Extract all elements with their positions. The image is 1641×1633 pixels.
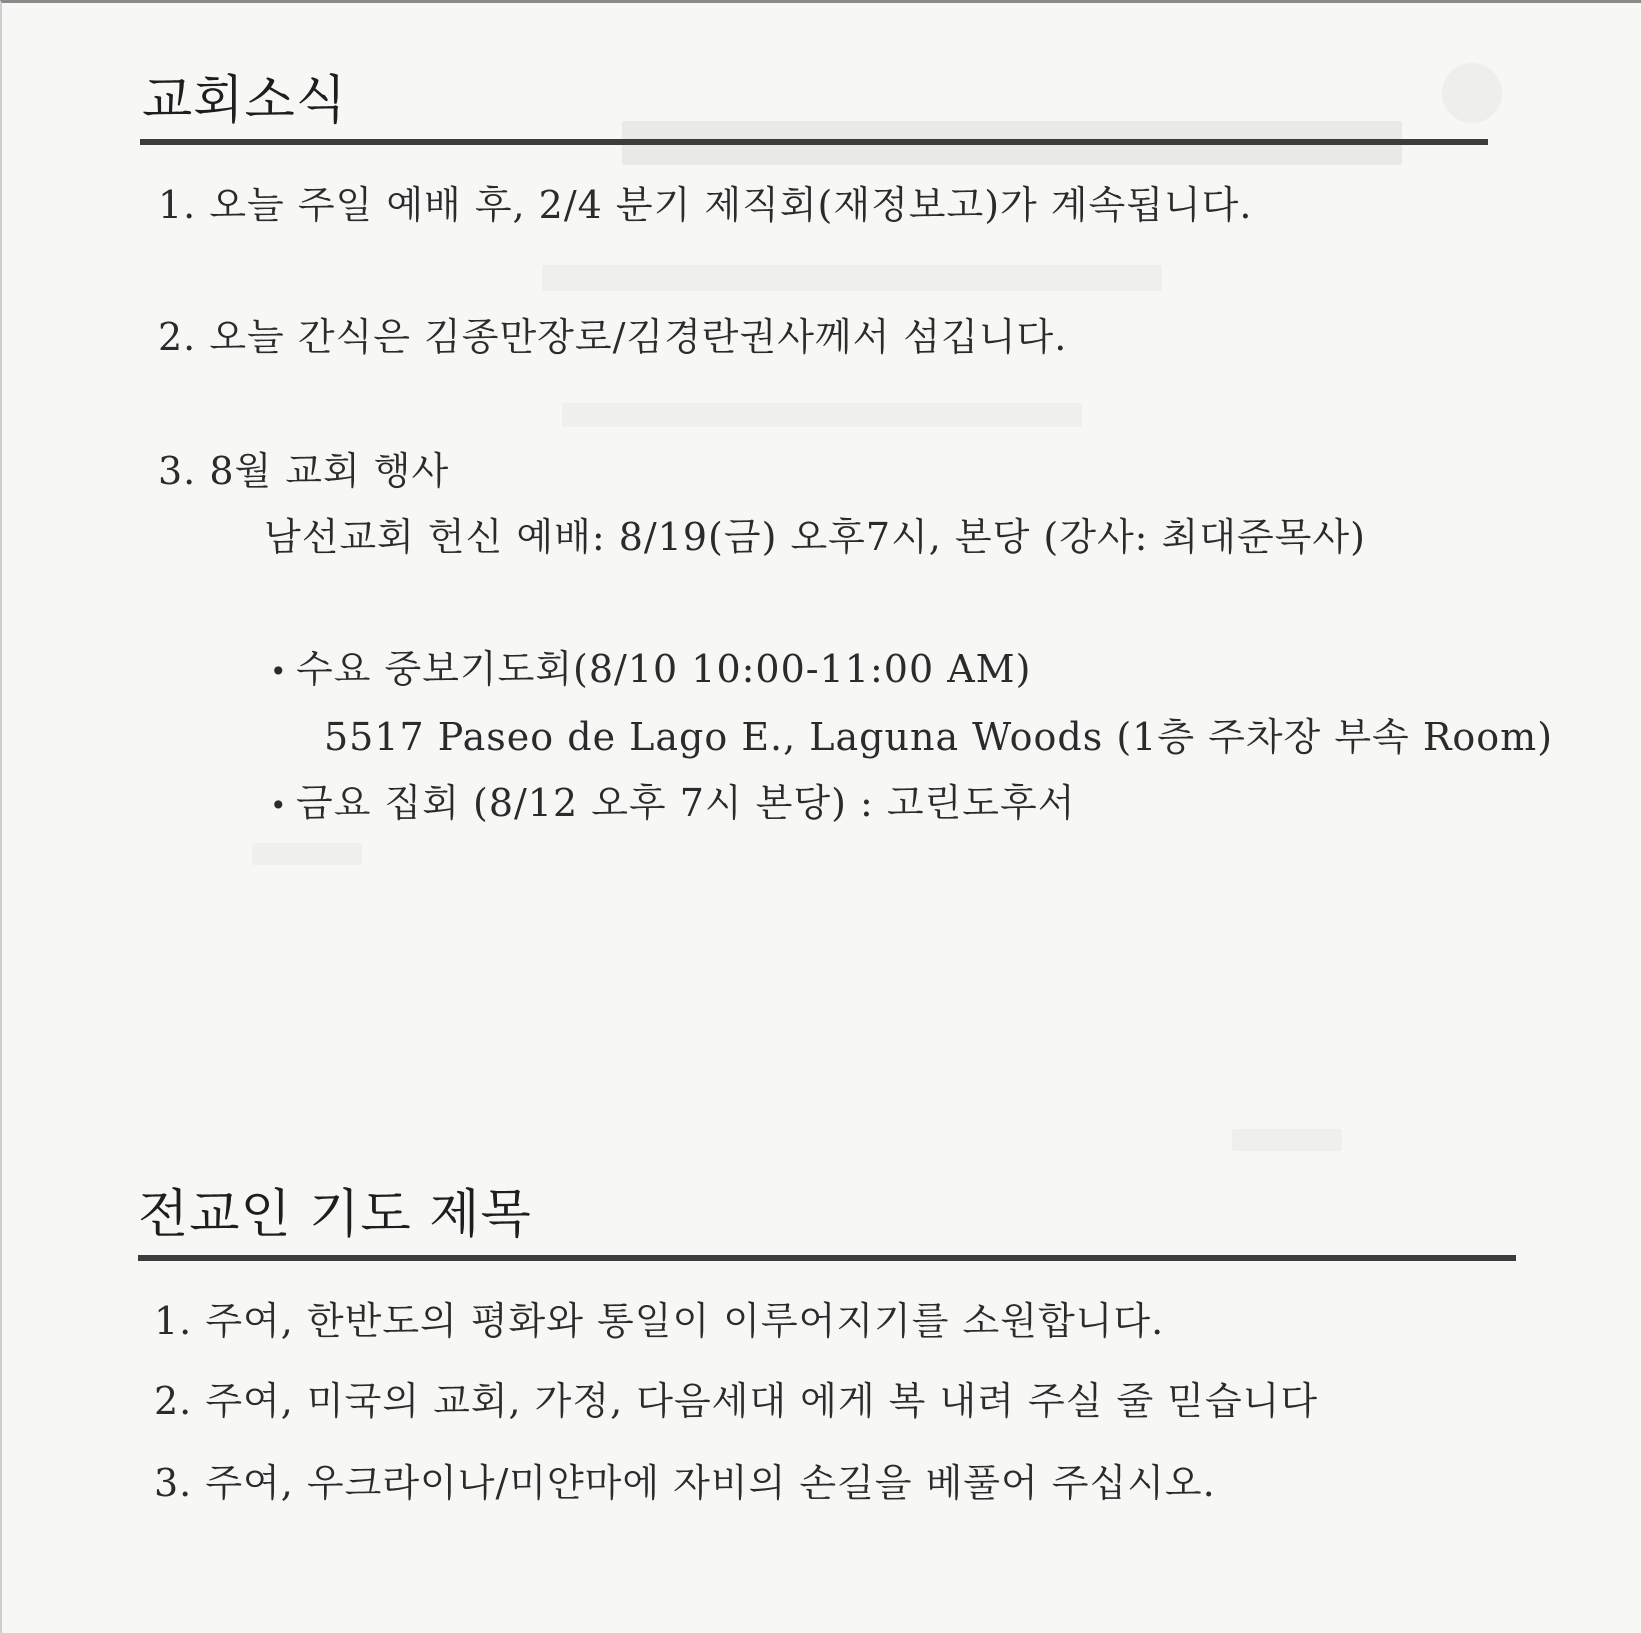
news-item-2: 2. 오늘 간식은 김종만장로/김경란권사께서 섬깁니다. <box>158 315 1068 359</box>
prayer-title-underline <box>138 1255 1516 1261</box>
bullet-dot-icon: • <box>270 655 288 689</box>
bullet-text: 수요 중보기도회(8/10 10:00-11:00 AM) <box>296 647 1032 691</box>
news-title-underline <box>140 139 1488 145</box>
prayer-item-3: 3. 주여, 우크라이나/미얀마에 자비의 손길을 베풀어 주십시오. <box>154 1461 1216 1505</box>
bleed-through-mark <box>1442 63 1502 123</box>
prayer-item-1: 1. 주여, 한반도의 평화와 통일이 이루어지기를 소원합니다. <box>154 1299 1165 1343</box>
bleed-through-mark <box>252 843 362 865</box>
news-section-title: 교회소식 <box>142 71 347 131</box>
news-item-3: 3. 8월 교회 행사 <box>158 449 450 493</box>
bleed-through-mark <box>542 265 1162 291</box>
bullet-wednesday-prayer <box>270 649 1031 691</box>
prayer-item-2: 2. 주여, 미국의 교회, 가정, 다음세대 에게 복 내려 주실 줄 믿습니다 <box>154 1379 1319 1423</box>
bleed-through-mark <box>562 403 1082 427</box>
bullet-text: 금요 집회 (8/12 오후 7시 본당) : 고린도후서 <box>296 781 1076 825</box>
news-item-1: 1. 오늘 주일 예배 후, 2/4 분기 제직회(재정보고)가 계속됩니다. <box>158 183 1253 227</box>
bleed-through-mark <box>1232 1129 1342 1151</box>
prayer-section-title: 전교인 기도 제목 <box>138 1185 532 1245</box>
event-detail: 남선교회 헌신 예배: 8/19(금) 오후7시, 본당 (강사: 최대준목사) <box>264 515 1366 559</box>
bullet-dot-icon: • <box>270 789 288 823</box>
bullet-friday-meeting <box>270 783 1075 825</box>
bullet-wednesday-address: 5517 Paseo de Lago E., Laguna Woods (1층 주차장 부속 Room) <box>324 715 1554 759</box>
